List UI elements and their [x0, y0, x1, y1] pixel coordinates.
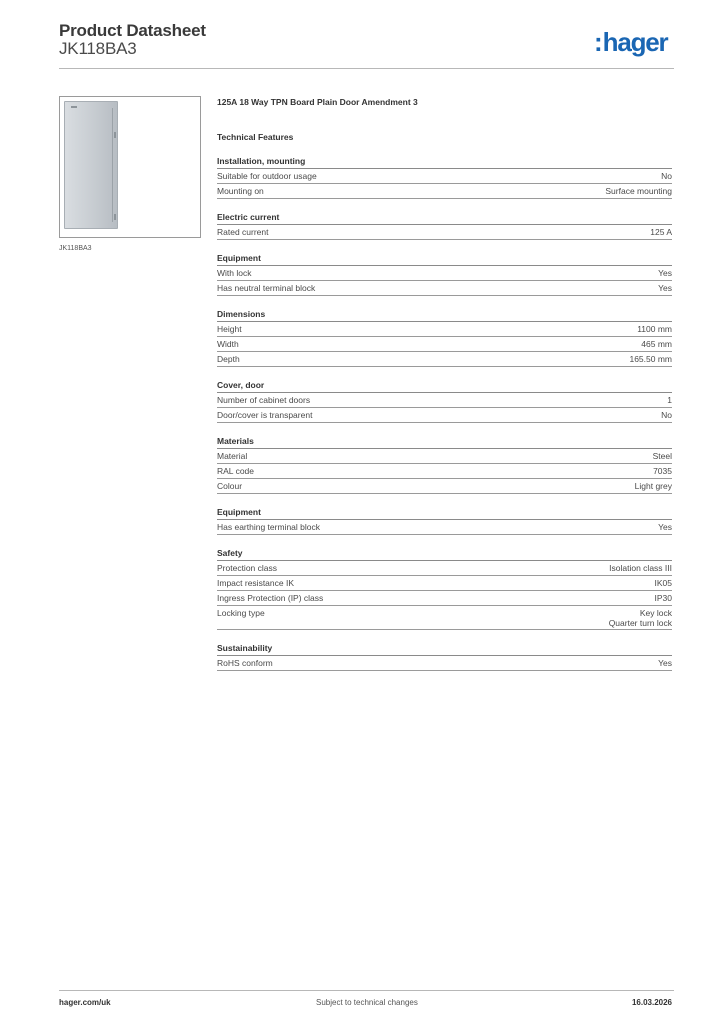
feature-section	[217, 309, 672, 367]
feature-value-line: Yes	[658, 522, 672, 532]
technical-features-heading: Technical Features	[217, 132, 294, 142]
feature-content	[217, 96, 672, 671]
feature-value-line: 465 mm	[641, 339, 672, 349]
feature-value	[661, 410, 672, 421]
feature-row	[217, 408, 672, 423]
feature-label: RAL code	[217, 466, 255, 476]
logo-text: hager	[602, 27, 668, 57]
feature-section	[217, 548, 672, 630]
feature-label: Height	[217, 324, 242, 334]
feature-value-line: No	[661, 410, 672, 420]
section-title: Safety	[217, 548, 672, 561]
feature-value-line: 7035	[653, 466, 672, 476]
feature-section	[217, 507, 672, 535]
footer-divider	[59, 990, 674, 991]
feature-value	[655, 578, 673, 589]
feature-value-line: 125 A	[650, 227, 672, 237]
feature-sections	[217, 156, 672, 671]
section-title: Cover, door	[217, 380, 672, 393]
feature-label: Width	[217, 339, 239, 349]
feature-row	[217, 266, 672, 281]
feature-value	[605, 186, 672, 197]
feature-label: Depth	[217, 354, 240, 364]
feature-row	[217, 464, 672, 479]
feature-value-line: 165.50 mm	[629, 354, 672, 364]
feature-value-line: Yes	[658, 268, 672, 278]
feature-row	[217, 591, 672, 606]
feature-value	[655, 593, 673, 604]
feature-value	[653, 451, 672, 462]
feature-value	[658, 658, 672, 669]
section-title: Equipment	[217, 253, 672, 266]
feature-row	[217, 449, 672, 464]
feature-label: Rated current	[217, 227, 269, 237]
feature-value	[653, 466, 672, 477]
feature-value-line: Surface mounting	[605, 186, 672, 196]
feature-row	[217, 322, 672, 337]
feature-row	[217, 337, 672, 352]
feature-value-line: Key lock	[639, 608, 672, 618]
feature-label: Door/cover is transparent	[217, 410, 313, 420]
product-code: JK118BA3	[59, 39, 137, 58]
feature-value	[635, 481, 672, 492]
feature-value	[637, 324, 672, 335]
section-title: Sustainability	[217, 643, 672, 656]
feature-row	[217, 561, 672, 576]
feature-value-line: IK05	[654, 578, 672, 588]
feature-section	[217, 212, 672, 240]
feature-row	[217, 225, 672, 240]
feature-value	[641, 339, 672, 350]
feature-section	[217, 380, 672, 423]
section-title: Equipment	[217, 507, 672, 520]
product-name: 125A 18 Way TPN Board Plain Door Amendment 3	[217, 97, 418, 107]
feature-value-line: Steel	[652, 451, 672, 461]
feature-section	[217, 436, 672, 494]
feature-row	[217, 352, 672, 367]
feature-label: Protection class	[217, 563, 277, 573]
feature-label: Colour	[217, 481, 243, 491]
feature-value-line: Yes	[658, 283, 672, 293]
feature-row	[217, 479, 672, 494]
feature-value-line: No	[661, 171, 672, 181]
feature-label: Has neutral terminal block	[217, 283, 316, 293]
feature-label: With lock	[217, 268, 252, 278]
feature-label: Ingress Protection (IP) class	[217, 593, 324, 603]
feature-value	[650, 227, 672, 238]
feature-row	[217, 576, 672, 591]
feature-value	[667, 395, 672, 406]
header-divider	[59, 68, 674, 69]
product-image	[64, 101, 118, 229]
footer-date: 16.03.2026	[631, 998, 672, 1007]
feature-section	[217, 253, 672, 296]
footer-notice: Subject to technical changes	[316, 998, 418, 1007]
feature-row	[217, 520, 672, 535]
section-title: Dimensions	[217, 309, 672, 322]
feature-value-line: Yes	[658, 658, 672, 668]
section-title: Installation, mounting	[217, 156, 672, 169]
feature-value-line: Light grey	[634, 481, 672, 491]
feature-label: Number of cabinet doors	[217, 395, 311, 405]
feature-value-line: 1100 mm	[637, 324, 672, 334]
feature-value-line: IP30	[654, 593, 672, 603]
feature-value-line: 1	[667, 395, 672, 405]
feature-label: Mounting on	[217, 186, 264, 196]
feature-value-line: Isolation class III	[609, 563, 672, 573]
feature-value	[658, 268, 672, 279]
feature-label: Has earthing terminal block	[217, 522, 320, 532]
product-image-frame	[59, 96, 201, 238]
footer-website: hager.com/uk	[59, 998, 111, 1007]
feature-label: Material	[217, 451, 248, 461]
feature-value	[658, 522, 672, 533]
section-title: Electric current	[217, 212, 672, 225]
page-title: Product Datasheet	[59, 21, 206, 40]
feature-row	[217, 169, 672, 184]
feature-value	[661, 171, 672, 182]
feature-row	[217, 393, 672, 408]
feature-label: Suitable for outdoor usage	[217, 171, 317, 181]
feature-value	[658, 283, 672, 294]
feature-label: Locking type	[217, 608, 265, 618]
feature-row	[217, 656, 672, 671]
image-caption: JK118BA3	[59, 245, 92, 252]
feature-row	[217, 606, 672, 630]
feature-section	[217, 156, 672, 199]
feature-section	[217, 643, 672, 671]
feature-value	[629, 354, 672, 365]
feature-row	[217, 281, 672, 296]
logo-mark: :	[594, 27, 603, 57]
hager-logo	[594, 27, 667, 57]
feature-value-line: Quarter turn lock	[608, 618, 672, 628]
feature-row	[217, 184, 672, 199]
feature-value	[609, 563, 672, 574]
section-title: Materials	[217, 436, 672, 449]
feature-label: RoHS conform	[217, 658, 273, 668]
feature-value	[609, 608, 672, 628]
feature-label: Impact resistance IK	[217, 578, 295, 588]
